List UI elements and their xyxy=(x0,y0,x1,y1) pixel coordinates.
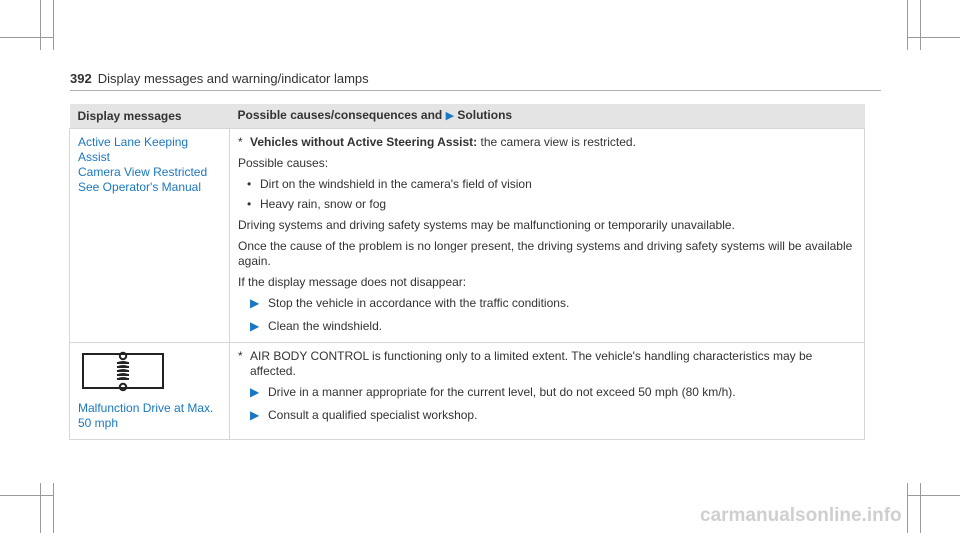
solution-step: ▶ Drive in a manner appropriate for the current level, but do not exceed 50 mph (80 km/h). xyxy=(250,385,736,399)
cause-text: the camera view is restricted. xyxy=(480,135,636,149)
bullet-icon: • xyxy=(247,197,252,211)
possible-causes-label: Possible causes: xyxy=(238,156,329,170)
causes-list xyxy=(238,177,856,212)
arrow-right-icon: ▶ xyxy=(250,296,260,310)
page-number: 392 xyxy=(70,71,92,86)
crop-mark xyxy=(40,0,41,50)
watermark: carmanualsonline.info xyxy=(700,505,902,526)
crop-mark xyxy=(907,0,908,50)
list-item: • Dirt on the windshield in the camera's field of vision xyxy=(247,177,532,191)
display-messages-table xyxy=(69,104,865,440)
arrow-right-icon: ▶ xyxy=(250,319,260,333)
air-suspension-icon xyxy=(115,351,131,393)
crop-mark xyxy=(907,37,960,38)
solution-step: ▶ Consult a qualified specialist workshop. xyxy=(250,408,478,422)
crop-mark xyxy=(920,483,921,533)
paragraph: Once the cause of the problem is no longer present, the driving systems and driving safety systems will be available again. xyxy=(238,239,853,268)
arrow-right-icon: ▶ xyxy=(250,385,260,399)
table-row xyxy=(70,129,865,343)
arrow-right-icon: ▶ xyxy=(250,408,260,422)
paragraph: If the display message does not disappear: xyxy=(238,275,467,289)
paragraph: Driving systems and driving safety systems may be malfunctioning or temporarily unavailable. xyxy=(238,218,735,232)
crop-mark xyxy=(53,483,54,533)
message-line: See Operator's Manual xyxy=(78,180,202,194)
header-rule xyxy=(70,90,881,91)
crop-mark xyxy=(907,495,960,496)
solution-step: ▶ Clean the windshield. xyxy=(250,319,383,333)
cause-line xyxy=(238,349,856,379)
header-display-messages: Display messages xyxy=(70,104,230,129)
cause-line xyxy=(238,135,856,150)
causes-cell xyxy=(230,343,865,440)
message-cell xyxy=(70,343,230,440)
causes-cell xyxy=(230,129,865,343)
asterisk: * xyxy=(238,349,243,363)
bullet-icon: • xyxy=(247,177,252,191)
crop-mark xyxy=(53,0,54,50)
page-title: Display messages and warning/indicator lamps xyxy=(97,71,369,86)
message-line: Malfunction Drive at Max. xyxy=(78,401,214,415)
list-item: • Heavy rain, snow or fog xyxy=(247,197,387,211)
air-suspension-icon xyxy=(82,353,164,389)
page-header xyxy=(70,71,369,86)
message-line: Active Lane Keeping Assist xyxy=(78,135,189,164)
table-header-row xyxy=(70,104,865,129)
crop-mark xyxy=(920,0,921,50)
crop-mark xyxy=(907,483,908,533)
message-cell xyxy=(70,129,230,343)
table-row xyxy=(70,343,865,440)
cause-bold: Vehicles without Active Steering Assist: xyxy=(250,135,478,149)
asterisk: * xyxy=(238,135,243,149)
message-line: Camera View Restricted xyxy=(78,165,208,179)
cause-text: AIR BODY CONTROL is functioning only to a limited extent. The vehicle's handling characteristics may be affected. xyxy=(250,349,813,378)
header-causes-solutions: Possible causes/consequences and ▶ Solutions xyxy=(230,104,865,129)
message-line: 50 mph xyxy=(78,416,119,430)
arrow-right-icon: ▶ xyxy=(445,110,455,122)
solution-step: ▶ Stop the vehicle in accordance with the traffic conditions. xyxy=(250,296,570,310)
crop-mark xyxy=(40,483,41,533)
crop-mark xyxy=(0,495,53,496)
crop-mark xyxy=(0,37,53,38)
